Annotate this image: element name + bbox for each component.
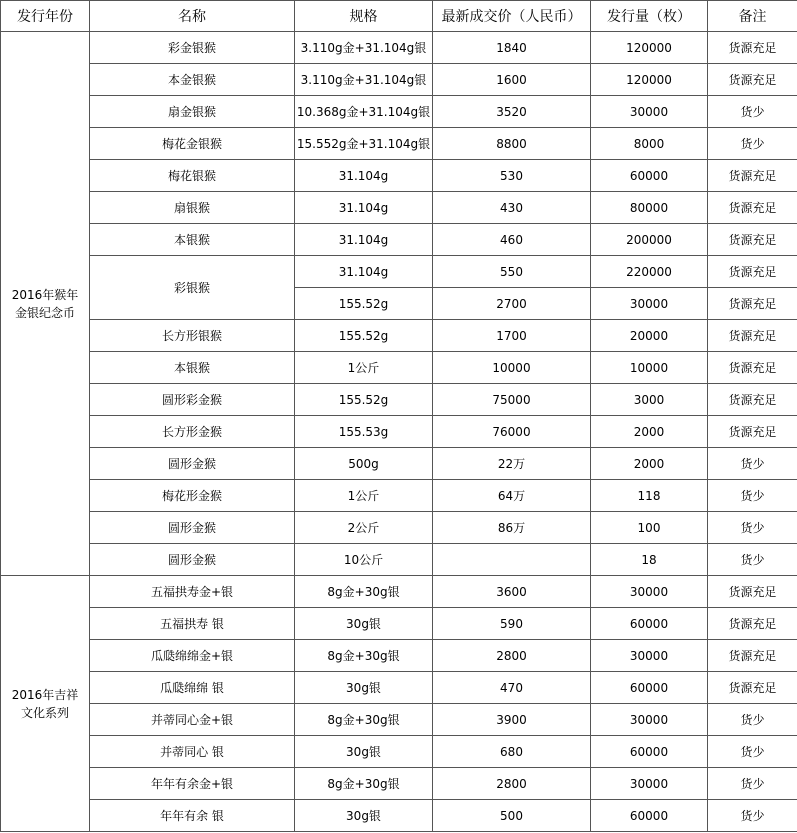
item-name: 瓜瓞绵绵 银 [90, 672, 295, 704]
item-name: 圆形金猴 [90, 544, 295, 576]
item-note: 货少 [708, 736, 797, 768]
item-name: 五福拱寿 银 [90, 608, 295, 640]
item-spec: 31.104g [295, 224, 433, 256]
item-note: 货源充足 [708, 640, 797, 672]
item-name: 本银猴 [90, 352, 295, 384]
item-spec: 500g [295, 448, 433, 480]
item-quantity: 220000 [591, 256, 708, 288]
item-note: 货少 [708, 96, 797, 128]
item-spec: 8g金+30g银 [295, 640, 433, 672]
table-row [1, 672, 797, 704]
item-name: 圆形金猴 [90, 512, 295, 544]
item-note: 货少 [708, 800, 797, 832]
table-row [1, 416, 797, 448]
item-name: 五福拱寿金+银 [90, 576, 295, 608]
item-note: 货少 [708, 704, 797, 736]
item-spec: 30g银 [295, 800, 433, 832]
table-row [1, 608, 797, 640]
item-note: 货源充足 [708, 288, 797, 320]
table-row [1, 640, 797, 672]
item-price [433, 544, 591, 576]
item-note: 货少 [708, 480, 797, 512]
item-price: 460 [433, 224, 591, 256]
item-quantity: 60000 [591, 608, 708, 640]
item-note: 货源充足 [708, 352, 797, 384]
item-name: 本金银猴 [90, 64, 295, 96]
table-row [1, 352, 797, 384]
table-row [1, 32, 797, 64]
item-name: 彩金银猴 [90, 32, 295, 64]
item-spec: 155.52g [295, 384, 433, 416]
item-quantity: 30000 [591, 768, 708, 800]
item-price: 76000 [433, 416, 591, 448]
item-quantity: 100 [591, 512, 708, 544]
item-price: 2700 [433, 288, 591, 320]
item-quantity: 30000 [591, 704, 708, 736]
item-note: 货源充足 [708, 320, 797, 352]
item-name: 梅花形金猴 [90, 480, 295, 512]
header-quantity: 发行量（枚） [591, 1, 708, 32]
item-name: 长方形金猴 [90, 416, 295, 448]
table-row [1, 512, 797, 544]
item-name: 梅花金银猴 [90, 128, 295, 160]
item-spec: 8g金+30g银 [295, 576, 433, 608]
table-row [1, 256, 797, 288]
item-name: 本银猴 [90, 224, 295, 256]
item-spec: 155.52g [295, 320, 433, 352]
item-name: 彩银猴 [90, 256, 295, 320]
table-row [1, 448, 797, 480]
item-price: 2800 [433, 768, 591, 800]
header-year: 发行年份 [1, 1, 90, 32]
item-spec: 2公斤 [295, 512, 433, 544]
item-price: 1700 [433, 320, 591, 352]
item-quantity: 60000 [591, 736, 708, 768]
item-spec: 30g银 [295, 608, 433, 640]
item-name: 扇银猴 [90, 192, 295, 224]
item-quantity: 120000 [591, 64, 708, 96]
item-price: 3600 [433, 576, 591, 608]
item-note: 货源充足 [708, 256, 797, 288]
item-name: 圆形金猴 [90, 448, 295, 480]
item-name: 瓜瓞绵绵金+银 [90, 640, 295, 672]
item-quantity: 2000 [591, 448, 708, 480]
item-note: 货源充足 [708, 576, 797, 608]
item-quantity: 8000 [591, 128, 708, 160]
item-price: 86万 [433, 512, 591, 544]
item-spec: 1公斤 [295, 352, 433, 384]
item-spec: 15.552g金+31.104g银 [295, 128, 433, 160]
item-name: 并蒂同心 银 [90, 736, 295, 768]
item-quantity: 80000 [591, 192, 708, 224]
table-row [1, 320, 797, 352]
table-row [1, 768, 797, 800]
item-quantity: 3000 [591, 384, 708, 416]
item-price: 3520 [433, 96, 591, 128]
item-quantity: 60000 [591, 800, 708, 832]
item-price: 590 [433, 608, 591, 640]
item-price: 1840 [433, 32, 591, 64]
item-spec: 155.53g [295, 416, 433, 448]
header-note: 备注 [708, 1, 797, 32]
item-price: 530 [433, 160, 591, 192]
item-spec: 3.110g金+31.104g银 [295, 64, 433, 96]
item-price: 430 [433, 192, 591, 224]
item-quantity: 30000 [591, 640, 708, 672]
table-row [1, 480, 797, 512]
item-price: 550 [433, 256, 591, 288]
item-quantity: 120000 [591, 32, 708, 64]
item-note: 货源充足 [708, 32, 797, 64]
item-price: 64万 [433, 480, 591, 512]
item-price: 8800 [433, 128, 591, 160]
item-note: 货源充足 [708, 416, 797, 448]
group-label: 2016年猴年 金银纪念币 [1, 32, 90, 576]
item-price: 22万 [433, 448, 591, 480]
table-row [1, 800, 797, 832]
item-spec: 10公斤 [295, 544, 433, 576]
table-row [1, 160, 797, 192]
item-note: 货源充足 [708, 672, 797, 704]
item-note: 货少 [708, 544, 797, 576]
item-name: 扇金银猴 [90, 96, 295, 128]
item-note: 货源充足 [708, 160, 797, 192]
item-price: 500 [433, 800, 591, 832]
item-spec: 31.104g [295, 160, 433, 192]
group-label: 2016年吉祥 文化系列 [1, 576, 90, 832]
item-note: 货源充足 [708, 608, 797, 640]
item-spec: 155.52g [295, 288, 433, 320]
table-row [1, 64, 797, 96]
item-quantity: 30000 [591, 576, 708, 608]
item-spec: 31.104g [295, 256, 433, 288]
item-note: 货源充足 [708, 192, 797, 224]
table-row [1, 96, 797, 128]
table-row [1, 384, 797, 416]
header-name: 名称 [90, 1, 295, 32]
table-row [1, 544, 797, 576]
table-row [1, 704, 797, 736]
item-spec: 30g银 [295, 672, 433, 704]
header-spec: 规格 [295, 1, 433, 32]
item-spec: 3.110g金+31.104g银 [295, 32, 433, 64]
item-name: 梅花银猴 [90, 160, 295, 192]
item-spec: 10.368g金+31.104g银 [295, 96, 433, 128]
item-note: 货源充足 [708, 64, 797, 96]
item-quantity: 118 [591, 480, 708, 512]
item-price: 1600 [433, 64, 591, 96]
table-row [1, 736, 797, 768]
table-row [1, 128, 797, 160]
item-quantity: 60000 [591, 160, 708, 192]
item-note: 货源充足 [708, 224, 797, 256]
item-name: 圆形彩金猴 [90, 384, 295, 416]
table-row [1, 192, 797, 224]
item-quantity: 2000 [591, 416, 708, 448]
item-price: 3900 [433, 704, 591, 736]
item-name: 年年有余金+银 [90, 768, 295, 800]
table-row [1, 576, 797, 608]
item-quantity: 200000 [591, 224, 708, 256]
item-spec: 1公斤 [295, 480, 433, 512]
item-name: 并蒂同心金+银 [90, 704, 295, 736]
item-name: 年年有余 银 [90, 800, 295, 832]
item-quantity: 30000 [591, 96, 708, 128]
item-note: 货少 [708, 448, 797, 480]
item-spec: 8g金+30g银 [295, 704, 433, 736]
item-spec: 31.104g [295, 192, 433, 224]
item-note: 货少 [708, 768, 797, 800]
table-body [1, 32, 797, 832]
item-spec: 30g银 [295, 736, 433, 768]
item-note: 货少 [708, 512, 797, 544]
item-price: 75000 [433, 384, 591, 416]
header-row [1, 1, 797, 32]
item-note: 货源充足 [708, 384, 797, 416]
item-price: 470 [433, 672, 591, 704]
item-note: 货少 [708, 128, 797, 160]
item-quantity: 10000 [591, 352, 708, 384]
item-quantity: 60000 [591, 672, 708, 704]
header-price: 最新成交价（人民币） [433, 1, 591, 32]
item-quantity: 30000 [591, 288, 708, 320]
item-price: 2800 [433, 640, 591, 672]
item-spec: 8g金+30g银 [295, 768, 433, 800]
item-price: 10000 [433, 352, 591, 384]
table-row [1, 224, 797, 256]
item-price: 680 [433, 736, 591, 768]
item-quantity: 20000 [591, 320, 708, 352]
item-quantity: 18 [591, 544, 708, 576]
item-name: 长方形银猴 [90, 320, 295, 352]
